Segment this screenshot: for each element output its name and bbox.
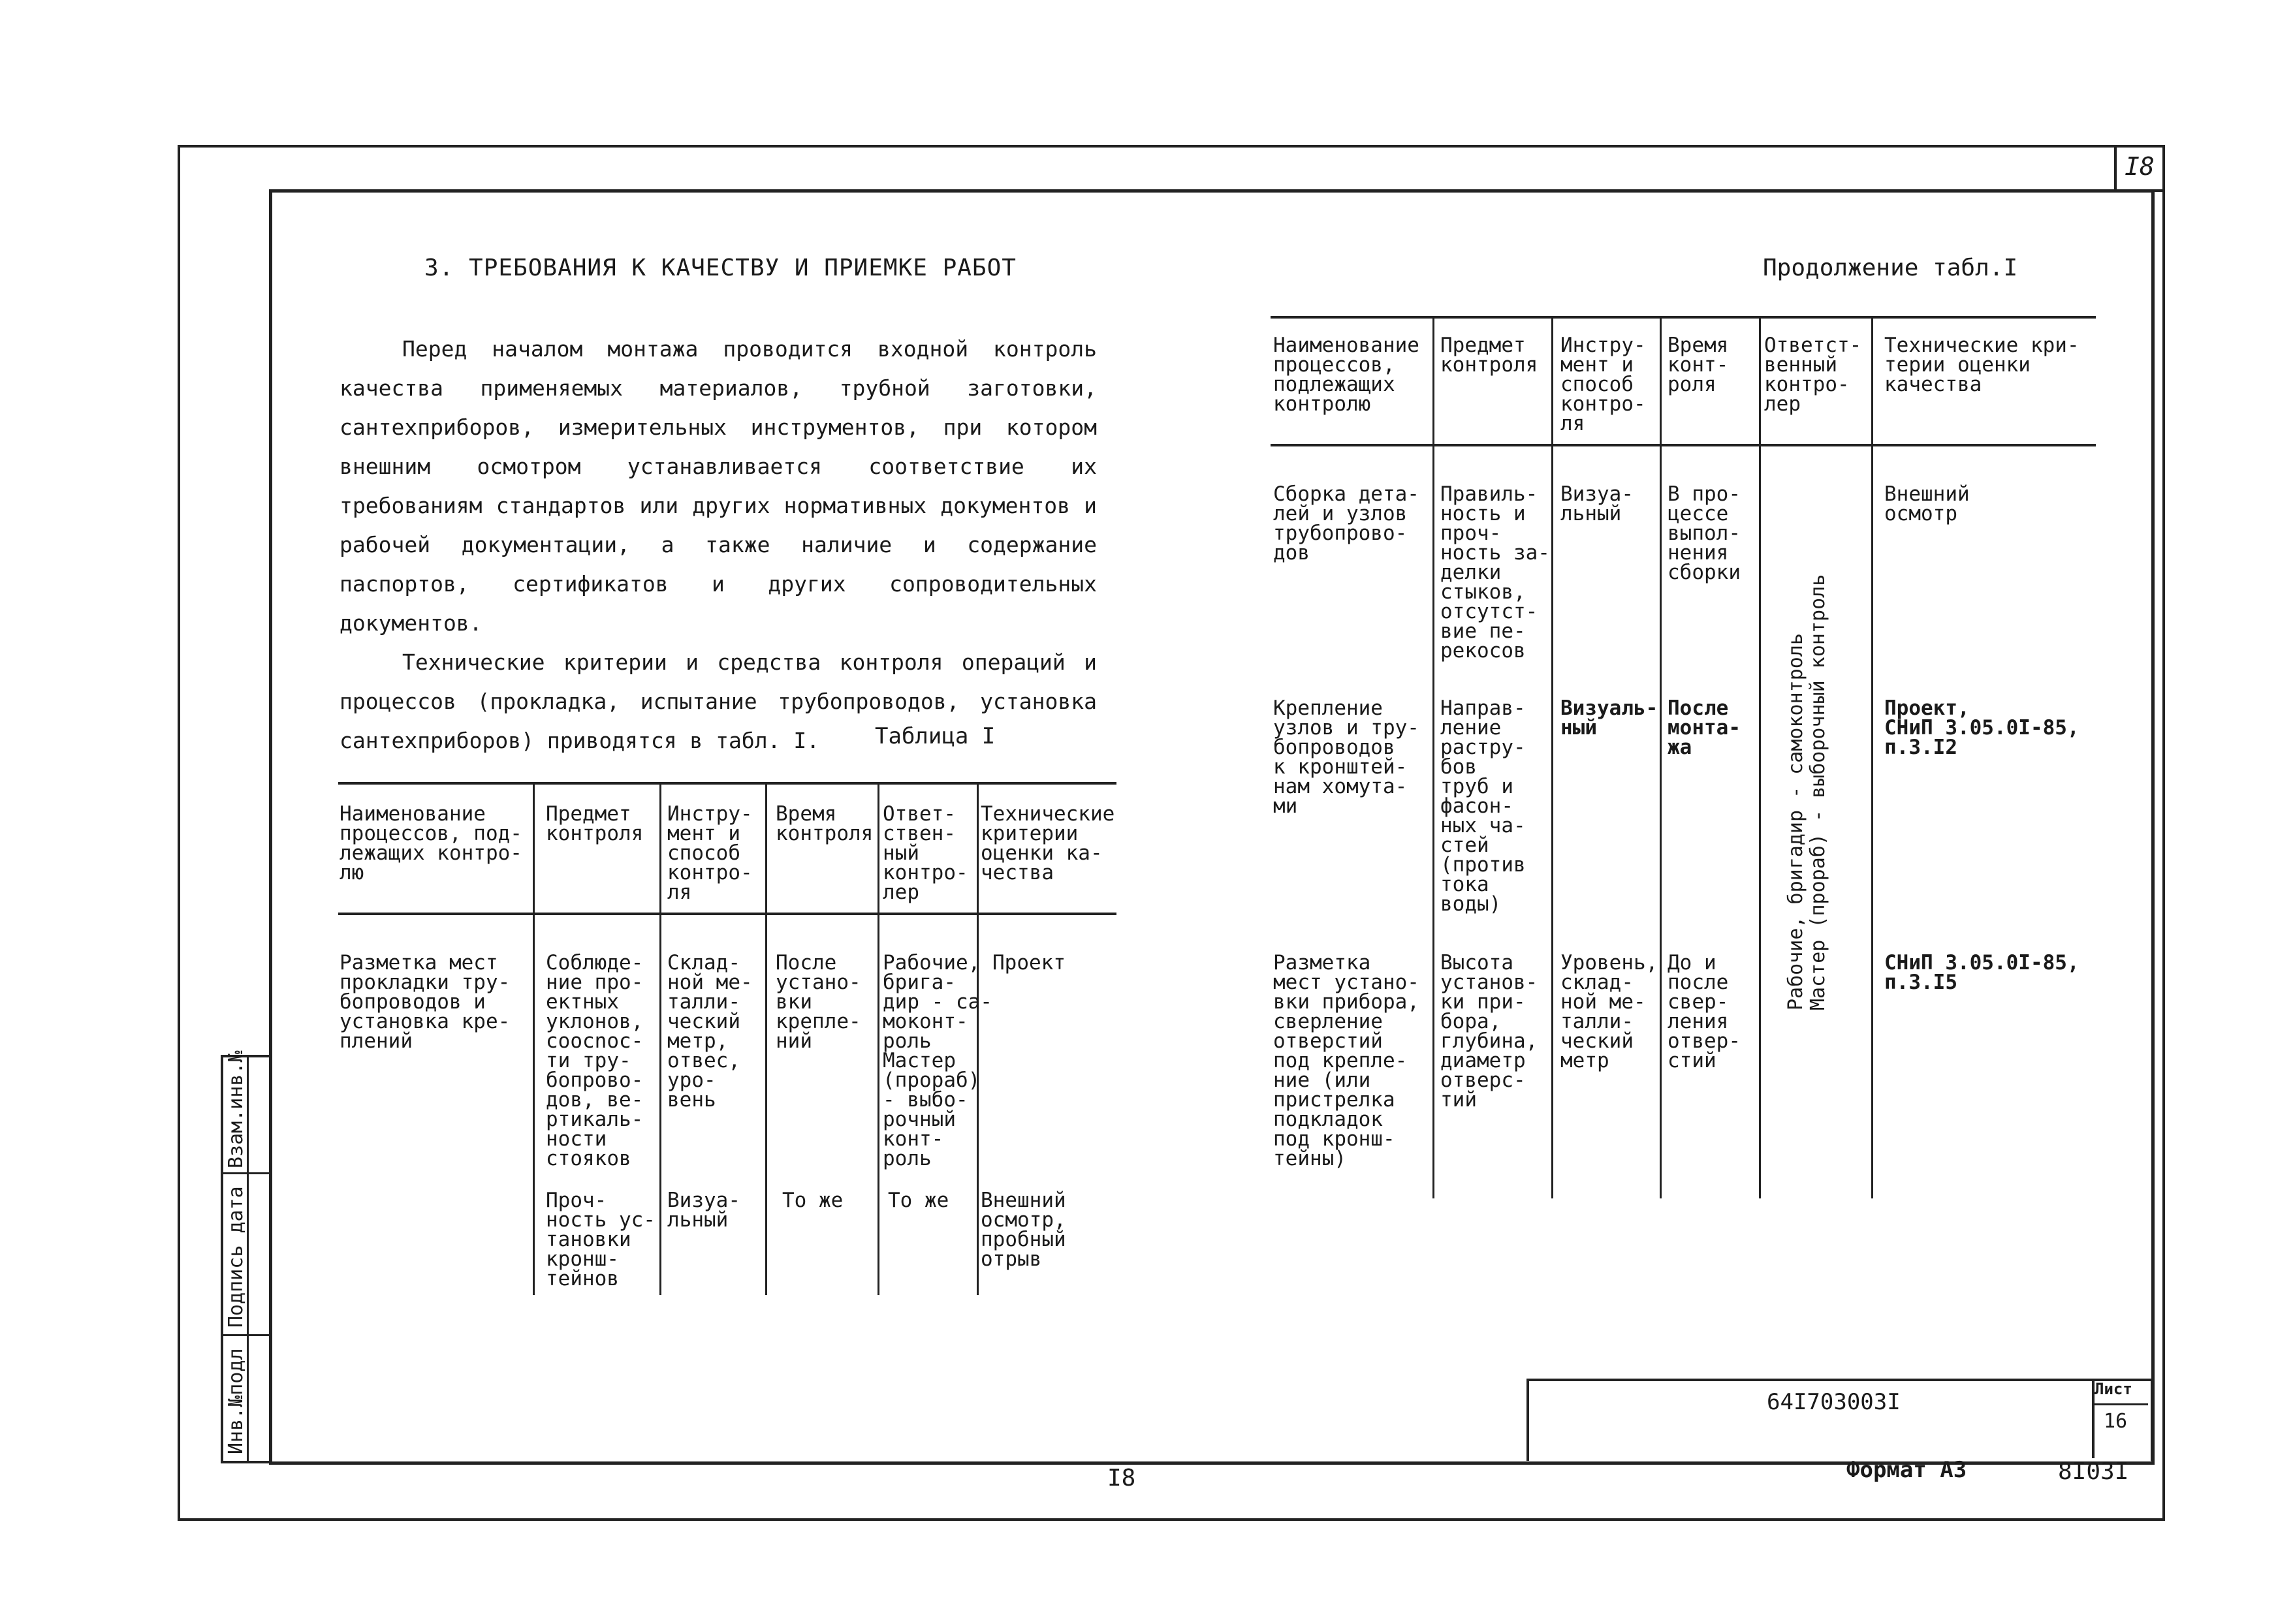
- right-r1-tool: Визуа- льный: [1560, 482, 1634, 525]
- archive-code: 8I03I: [2058, 1458, 2129, 1485]
- left-r2-tool: Визуа- льный: [667, 1189, 740, 1232]
- left-r1-subject: Соблюде- ние про- ектных уклонов, соосnос- ти тру- бопрово- дов, ве- ртикаль- ности стояков: [546, 951, 644, 1170]
- document-code: 64I703003I: [1767, 1389, 1901, 1415]
- intro-paragraph-2: Технические критерии и средства контроля операций и процессов (прокладка, испытание трубопроводов, установка сантехприборов) приводятся в табл. I.: [340, 649, 1097, 753]
- right-r1-time: В про- цессе выпол- нения сборки: [1668, 482, 1741, 584]
- table-caption: Таблица I: [875, 723, 996, 749]
- right-r2-time: После монта- жа: [1668, 696, 1741, 759]
- right-r3-subject: Высота установ- ки при- бора, глубина, диаметр отверс- тий: [1440, 951, 1538, 1112]
- left-col-header-tool: Инстру- мент и способ контро- ля: [667, 802, 753, 904]
- left-r1-resp: Рабочие, брига- дир - са- моконт- роль Мастер (прораб) - выбо- рочный конт- роль: [883, 951, 992, 1170]
- right-r1-crit: Внешний осмотр: [1884, 482, 1970, 525]
- side-stamp: [221, 1050, 272, 1463]
- right-r1-process: Сборка дета- лей и узлов трубопрово- дов: [1273, 482, 1419, 565]
- left-r2-resp: То же: [888, 1189, 949, 1212]
- right-r3-crit: СНиП 3.05.0I-85, п.3.I5: [1884, 951, 2080, 994]
- left-r2-time: То же: [782, 1189, 844, 1212]
- right-r2-crit: Проект, СНиП 3.05.0I-85, п.3.I2: [1884, 696, 2080, 759]
- left-r1-process: Разметка мест прокладки тру- бопроводов и установка кре- плений: [340, 951, 511, 1053]
- left-col-header-resp: Ответ- ствен- ный контро- лер: [883, 802, 968, 904]
- right-col-header-subject: Предмет контроля: [1440, 334, 1538, 377]
- sheet-corner-number: I8: [2114, 145, 2162, 192]
- stamp-inv-label: Инв.№подл: [225, 1348, 247, 1454]
- left-r1-tool: Склад- ной ме- талли- ческий метр, отвес, уро- вень: [667, 951, 753, 1112]
- right-col-header-time: Время конт- роля: [1668, 334, 1729, 396]
- left-col-header-subject: Предмет контроля: [546, 802, 644, 845]
- format-label: Формат А3: [1846, 1457, 1967, 1483]
- stamp-replace-label: Взам.инв.№: [225, 1050, 247, 1168]
- right-col-header-crit: Технические кри- терии оценки качества: [1884, 334, 2080, 396]
- right-r3-time: До и после свер- ления отвер- стий: [1668, 951, 1741, 1072]
- intro-text: [340, 330, 1097, 760]
- right-col-header-tool: Инстру- мент и способ контро- ля: [1560, 334, 1646, 435]
- right-r2-tool: Визуаль- ный: [1560, 696, 1658, 740]
- left-r2-crit: Внешний осмотр, пробный отрыв: [981, 1189, 1066, 1271]
- intro-paragraph-1: Перед началом монтажа проводится входной контроль качества применяемых материалов, трубной заготовки, сантехприборов, измерительных инструментов, при котором внешним осмотром устанавливается соответствие их требованиям стандартов или других нормативных документов и рабочей документации, а также наличие и содержание паспортов, сертификатов и других сопроводительных документов.: [340, 336, 1097, 636]
- stamp-sign-label: Подпись дата: [225, 1186, 247, 1328]
- right-r1-subject: Правиль- ность и проч- ность за- делки стыков, отсутст- вие пе- рекосов: [1440, 482, 1550, 663]
- page-number: I8: [1107, 1465, 1136, 1491]
- left-col-header-time: Время контроля: [776, 802, 874, 845]
- continuation-label: Продолжение табл.I: [1763, 255, 2018, 281]
- sheet-label: Лист: [2095, 1380, 2132, 1398]
- left-r1-crit: Проект: [992, 951, 1066, 975]
- right-resp-vertical: Рабочие, бригадир - самоконтроль Мастер (прораб) - выборочный контроль: [1784, 574, 1829, 1010]
- right-r2-process: Крепление узлов и тру- бопроводов к кронштей- нам хомута- ми: [1273, 696, 1419, 818]
- right-col-header-process: Наименование процессов, подлежащих контролю: [1273, 334, 1419, 416]
- right-r3-tool: Уровень, склад- ной ме- талли- ческий метр: [1560, 951, 1658, 1072]
- right-r3-process: Разметка мест устано- вки прибора, сверление отверстий под крепле- ние (или пристрелка подкладок под кронш- тейны): [1273, 951, 1419, 1170]
- left-col-header-process: Наименование процессов, под- лежащих контро- лю: [340, 802, 522, 884]
- right-col-header-resp: Ответст- венный контро- лер: [1764, 334, 1862, 416]
- sheet-number: 16: [2104, 1410, 2128, 1433]
- left-col-header-crit: Технические критерии оценки ка- чества: [981, 802, 1115, 884]
- left-r1-time: После устано- вки крепле- ний: [776, 951, 861, 1053]
- left-r2-subject: Проч- ность ус- тановки кронш- тейнов: [546, 1189, 656, 1290]
- right-r2-subject: Направ- ление растру- бов труб и фасон- ных ча- стей (против тока воды): [1440, 696, 1526, 916]
- section-title: 3. ТРЕБОВАНИЯ К КАЧЕСТВУ И ПРИЕМКЕ РАБОТ: [424, 255, 1017, 281]
